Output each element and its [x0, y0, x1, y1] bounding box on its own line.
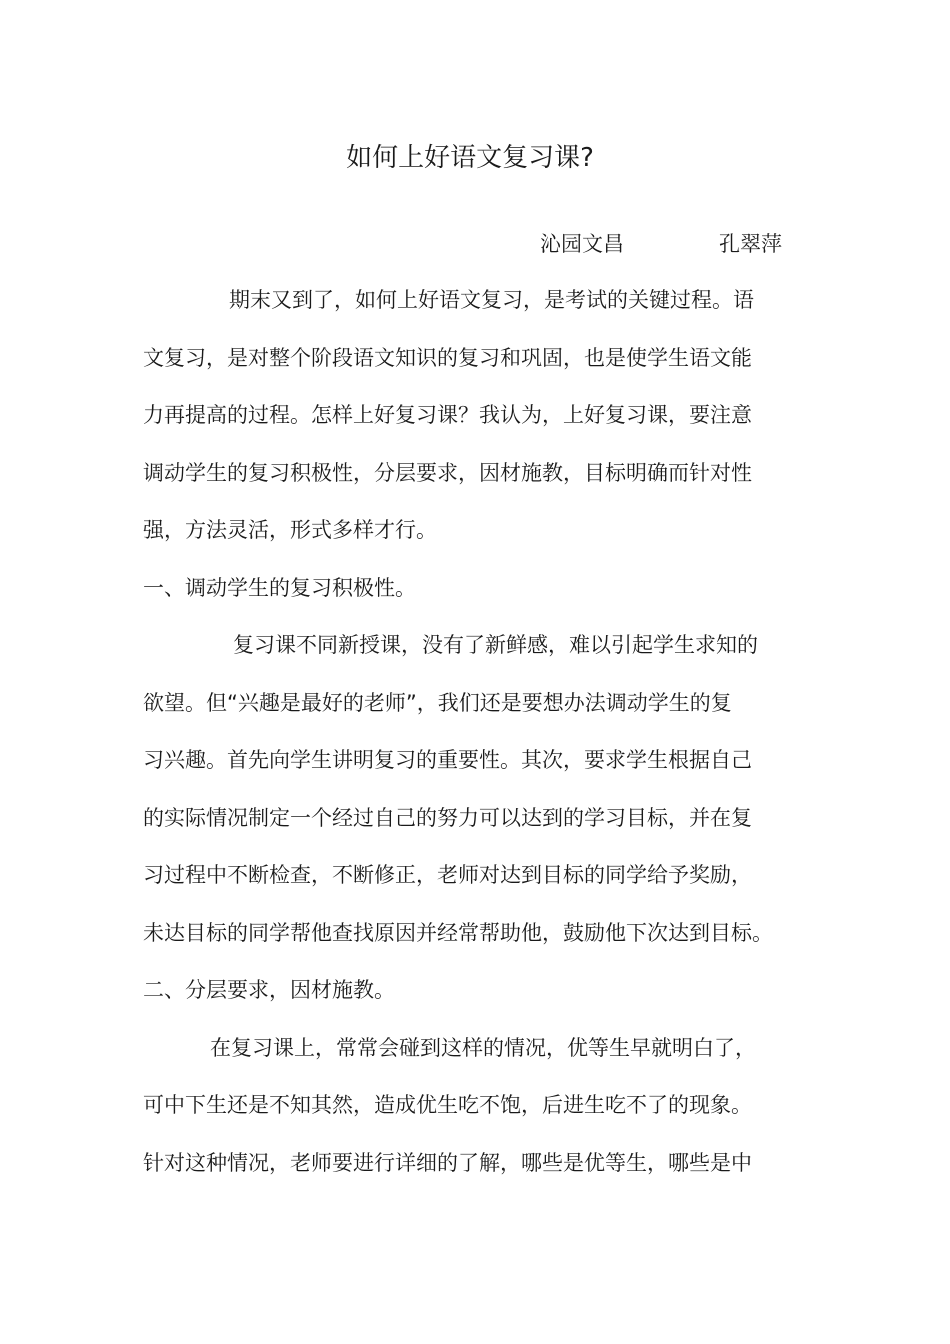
document-title: 如何上好语文复习课?: [346, 143, 594, 173]
section-heading: 一、调动学生的复习积极性。: [143, 576, 416, 600]
paragraph-line: 文复习，是对整个阶段语文知识的复习和巩固，也是使学生语文能: [143, 346, 752, 370]
paragraph-line: 调动学生的复习积极性，分层要求，因材施教，目标明确而针对性: [143, 461, 752, 485]
paragraph-line: 的实际情况制定一个经过自己的努力可以达到的学习目标，并在复: [143, 806, 752, 830]
paragraph-line: 强，方法灵活，形式多样才行。: [143, 518, 437, 542]
author-school: 沁园文昌: [540, 232, 624, 256]
paragraph-line: 复习课不同新授课，没有了新鲜感，难以引起学生求知的: [233, 633, 758, 657]
paragraph-line: 欲望。但“兴趣是最好的老师”，我们还是要想办法调动学生的复: [143, 691, 732, 715]
paragraph-line: 未达目标的同学帮他查找原因并经常帮助他，鼓励他下次达到目标。: [143, 921, 773, 945]
paragraph-line: 习兴趣。首先向学生讲明复习的重要性。其次，要求学生根据自己: [143, 748, 752, 772]
paragraph-line: 在复习课上，常常会碰到这样的情况，优等生早就明白了，: [210, 1036, 756, 1060]
paragraph-line: 力再提高的过程。怎样上好复习课？我认为，上好复习课，要注意: [143, 403, 752, 427]
paragraph-line: 习过程中不断检查，不断修正，老师对达到目标的同学给予奖励，: [143, 863, 752, 887]
author-name: 孔翠萍: [719, 232, 782, 256]
paragraph-line: 期末又到了，如何上好语文复习，是考试的关键过程。语: [229, 288, 754, 312]
paragraph-line: 针对这种情况，老师要进行详细的了解，哪些是优等生，哪些是中: [143, 1151, 752, 1175]
paragraph-line: 可中下生还是不知其然，造成优生吃不饱，后进生吃不了的现象。: [143, 1093, 752, 1117]
section-heading: 二、分层要求，因材施教。: [143, 978, 395, 1002]
